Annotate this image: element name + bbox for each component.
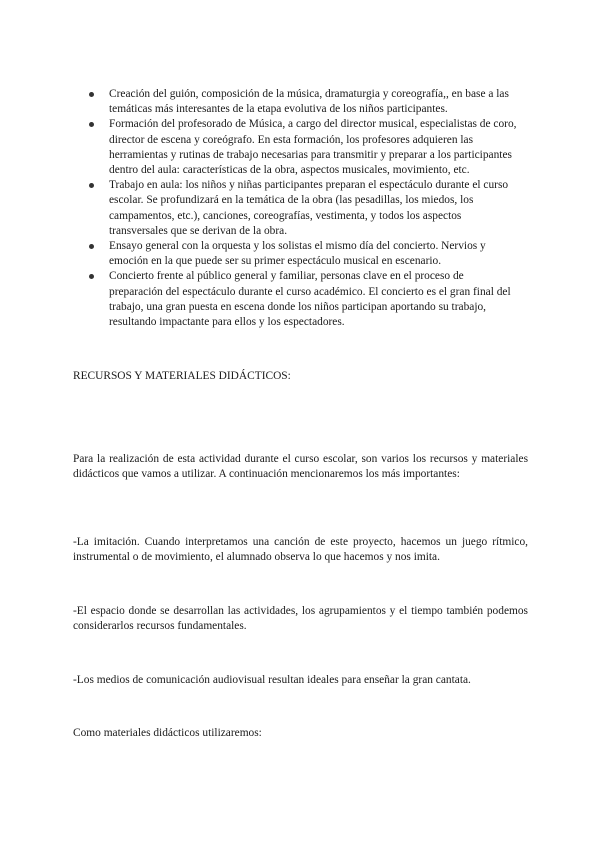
list-item xyxy=(88,239,518,269)
list-item xyxy=(88,87,518,117)
bullet-icon xyxy=(89,274,94,279)
resource-paragraph: -Los medios de comunicación audiovisual resultan ideales para enseñar la gran cantata. xyxy=(73,674,471,686)
list-item-text: Ensayo general con la orquesta y los solistas el mismo día del concierto. Nervios y emoción en la que puede ser su primer espectáculo musical en escenario. xyxy=(109,240,486,268)
list-item xyxy=(88,117,518,178)
list-item-text: Trabajo en aula: los niños y niñas participantes preparan el espectáculo durante el curso escolar. Se profundizará en la temática de la obra (las pesadillas, los miedos, los campamentos, etc.), canciones, coreografías, vestimenta, y todos los aspectos transversales que se derivan de la obra. xyxy=(109,179,509,237)
bullet-icon xyxy=(89,122,94,127)
section-heading: RECURSOS Y MATERIALES DIDÁCTICOS: xyxy=(73,370,291,382)
bullet-icon xyxy=(89,92,94,97)
intro-paragraph: Para la realización de esta actividad durante el curso escolar, son varios los recursos y materiales didácticos que vamos a utilizar. A continuación mencionaremos los más importantes: xyxy=(73,453,528,481)
bullet-icon xyxy=(89,244,94,249)
resource-paragraph: -El espacio donde se desarrollan las actividades, los agrupamientos y el tiempo también podemos considerarlos recursos fundamentales. xyxy=(73,605,528,633)
list-item-text: Formación del profesorado de Música, a cargo del director musical, especialistas de coro, director de escena y coreógrafo. En esta formación, los profesores adquieren las herramientas y rutinas de trabajo necesarias para transmitir y preparar a los participantes dentro del aula: características de la obra, aspectos musicales, movimiento, etc. xyxy=(109,118,517,177)
closing-line: Como materiales didácticos utilizaremos: xyxy=(73,727,262,739)
list-item xyxy=(88,269,518,330)
list-item-text: Creación del guión, composición de la música, dramaturgia y coreografía,, en base a las temáticas más interesantes de la etapa evolutiva de los niños participantes. xyxy=(109,88,509,116)
process-bullet-list xyxy=(88,87,518,330)
list-item-text: Concierto frente al público general y familiar, personas clave en el proceso de preparación del espectáculo durante el curso académico. El concierto es el gran final del trabajo, una gran puesta en escena donde los niños participan aportando su trabajo, resultando impactante para ellos y los espectadores. xyxy=(109,270,511,329)
resource-paragraph: -La imitación. Cuando interpretamos una canción de este proyecto, hacemos un juego rítmico, instrumental o de movimiento, el alumnado observa lo que hacemos y nos imita. xyxy=(73,536,528,564)
list-item xyxy=(88,178,518,239)
bullet-icon xyxy=(89,183,94,188)
